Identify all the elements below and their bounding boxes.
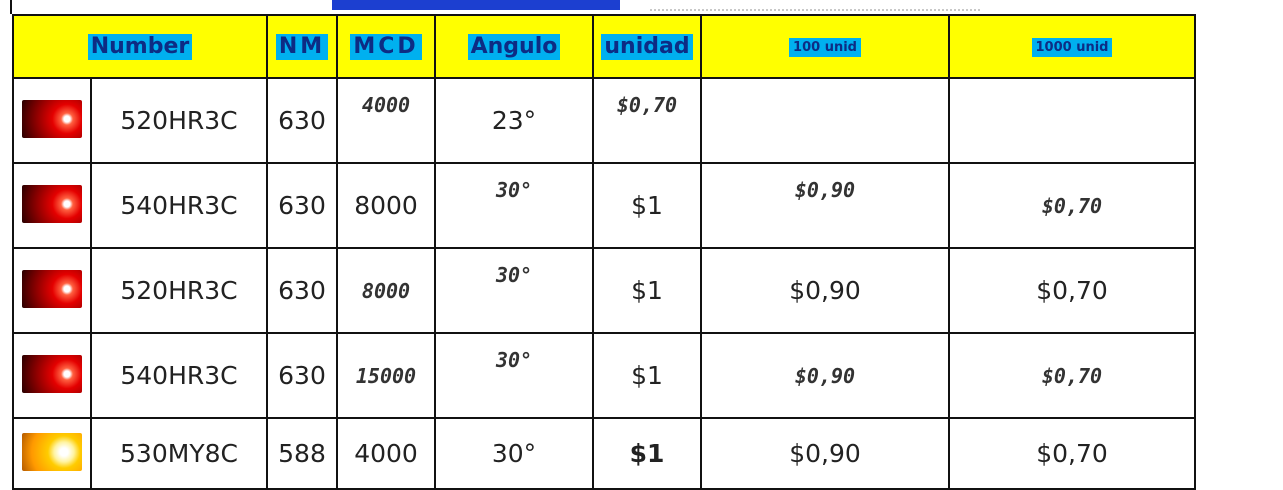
price-unit: $0,70 [593, 78, 701, 163]
yellow-led-icon [22, 433, 82, 471]
faded-title-text [650, 0, 980, 11]
part-number: 530MY8C [91, 418, 267, 489]
page-edge [1270, 0, 1283, 466]
led-image-cell [13, 418, 91, 489]
price-1000-units [949, 78, 1195, 163]
led-image-cell [13, 78, 91, 163]
angle: 30° [435, 163, 593, 248]
price-unit: $1 [593, 333, 701, 418]
table-row [13, 418, 1195, 489]
led-image-cell [13, 163, 91, 248]
header-unidad [593, 15, 701, 78]
header-100-unid-label: 100 unid [789, 38, 861, 57]
header-nm-label: NM [276, 34, 328, 60]
price-100-units: $0,90 [701, 248, 949, 333]
price-1000-units: $0,70 [949, 333, 1195, 418]
price-unit: $1 [593, 248, 701, 333]
table-row [13, 248, 1195, 333]
table-row [13, 163, 1195, 248]
red-led-icon [22, 185, 82, 223]
header-row [13, 15, 1195, 78]
header-1000-unid-label: 1000 unid [1032, 38, 1113, 57]
led-image-cell [13, 248, 91, 333]
angle: 30° [435, 418, 593, 489]
angle: 30° [435, 333, 593, 418]
price-100-units: $0,90 [701, 333, 949, 418]
intensity-mcd: 15000 [337, 333, 435, 418]
wavelength-nm: 630 [267, 163, 337, 248]
price-100-units: $0,90 [701, 418, 949, 489]
intensity-mcd: 8000 [337, 163, 435, 248]
angle: 30° [435, 248, 593, 333]
red-led-icon [22, 270, 82, 308]
price-100-units [701, 78, 949, 163]
price-1000-units: $0,70 [949, 163, 1195, 248]
header-mcd-label: MCD [350, 34, 421, 60]
wavelength-nm: 630 [267, 333, 337, 418]
part-number: 520HR3C [91, 248, 267, 333]
part-number: 540HR3C [91, 163, 267, 248]
price-100-units: $0,90 [701, 163, 949, 248]
intensity-mcd: 4000 [337, 78, 435, 163]
led-price-table [12, 14, 1196, 490]
intensity-mcd: 8000 [337, 248, 435, 333]
wavelength-nm: 630 [267, 248, 337, 333]
price-1000-units: $0,70 [949, 248, 1195, 333]
header-number [13, 15, 267, 78]
top-strip [0, 0, 1283, 14]
table-row [13, 333, 1195, 418]
price-unit: $1 [593, 163, 701, 248]
red-led-icon [22, 355, 82, 393]
price-unit: $1 [593, 418, 701, 489]
wavelength-nm: 588 [267, 418, 337, 489]
price-1000-units: $0,70 [949, 418, 1195, 489]
angle: 23° [435, 78, 593, 163]
header-angulo [435, 15, 593, 78]
header-100-unid [701, 15, 949, 78]
header-unidad-label: unidad [601, 34, 692, 60]
part-number: 520HR3C [91, 78, 267, 163]
header-1000-unid [949, 15, 1195, 78]
led-image-cell [13, 333, 91, 418]
header-number-label: Number [88, 34, 193, 60]
wavelength-nm: 630 [267, 78, 337, 163]
intensity-mcd: 4000 [337, 418, 435, 489]
table-border-tick [10, 0, 12, 14]
title-bar [332, 0, 620, 10]
header-angulo-label: Angulo [468, 34, 561, 60]
header-nm [267, 15, 337, 78]
part-number: 540HR3C [91, 333, 267, 418]
header-mcd [337, 15, 435, 78]
red-led-icon [22, 100, 82, 138]
table-row [13, 78, 1195, 163]
